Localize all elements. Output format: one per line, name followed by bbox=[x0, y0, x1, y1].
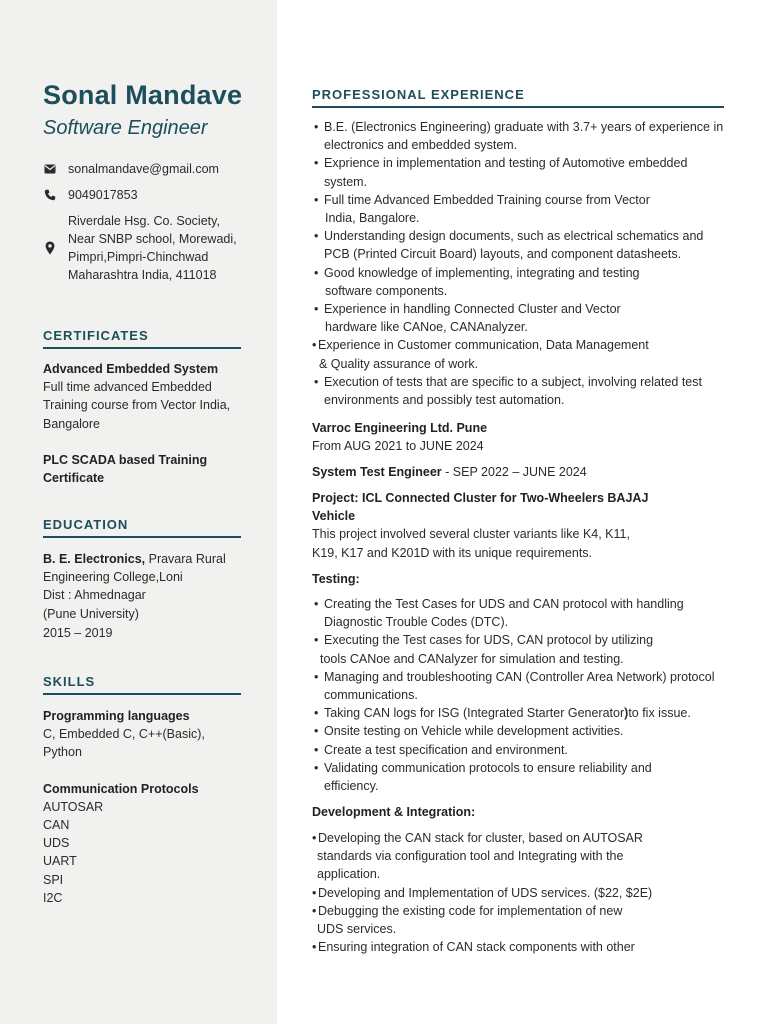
testing-paren: ) bbox=[624, 706, 629, 721]
skill-item: UART bbox=[43, 854, 77, 869]
contact-address bbox=[43, 212, 237, 284]
summary-item-cont: environments and possibly test automation. bbox=[324, 393, 565, 408]
position-period: - SEP 2022 – JUNE 2024 bbox=[441, 465, 587, 479]
dev-item: • Debugging the existing code for implementation of new bbox=[312, 902, 732, 920]
phone-number: 9049017853 bbox=[68, 188, 138, 202]
testing-heading: Testing: bbox=[312, 572, 360, 586]
testing-item: • Creating the Test Cases for UDS and CAN protocol with handling bbox=[312, 595, 732, 613]
summary-item-cont: PCB (Printed Circuit Board) layouts, and component datasheets. bbox=[324, 247, 682, 262]
college: Pravara Rural bbox=[148, 552, 226, 566]
testing-item-cont: Diagnostic Trouble Codes (DTC). bbox=[324, 615, 509, 630]
summary-item: • Experience in handling Connected Cluster and Vector bbox=[312, 300, 732, 318]
summary-item-cont: India, Bangalore. bbox=[325, 211, 420, 226]
testing-item-cont: efficiency. bbox=[324, 779, 379, 794]
company-period: From AUG 2021 to JUNE 2024 bbox=[312, 439, 484, 454]
testing-item: • Validating communication protocols to ensure reliability and bbox=[312, 759, 732, 777]
education-detail: Dist : Ahmednagar bbox=[43, 588, 146, 603]
summary-item: • Execution of tests that are specific to a subject, involving related test bbox=[312, 373, 732, 391]
certificate-desc: Bangalore bbox=[43, 416, 100, 431]
job-title: Software Engineer bbox=[43, 117, 208, 139]
address-line: Maharashtra India, 411018 bbox=[68, 268, 217, 282]
project-desc: This project involved several cluster variants like K4, K11, bbox=[312, 527, 630, 542]
summary-item: • Understanding design documents, such as electrical schematics and bbox=[312, 227, 732, 245]
candidate-name: Sonal Mandave bbox=[43, 80, 243, 110]
education-entry bbox=[43, 550, 248, 642]
summary-item-cont: hardware like CANoe, CANAnalyzer. bbox=[325, 320, 528, 335]
skill-item: UDS bbox=[43, 836, 70, 851]
company-name: Varroc Engineering Ltd. Pune bbox=[312, 421, 488, 435]
skill-item: I2C bbox=[43, 890, 63, 905]
testing-heading-wrap bbox=[312, 570, 732, 588]
dev-heading: Development & Integration: bbox=[312, 805, 476, 819]
certificate-title: Certificate bbox=[43, 471, 105, 486]
certificate-title: Advanced Embedded System bbox=[43, 362, 219, 376]
skill-item: SPI bbox=[43, 872, 64, 887]
summary-item: • B.E. (Electronics Engineering) graduate with 3.7+ years of experience in bbox=[312, 118, 732, 136]
dev-item-cont: UDS services. bbox=[317, 922, 397, 937]
phone-icon bbox=[43, 188, 57, 202]
testing-item: • Create a test specification and environment. bbox=[312, 741, 732, 759]
map-pin-icon bbox=[43, 241, 57, 255]
summary-item-cont: software components. bbox=[325, 283, 448, 298]
testing-item-cont: communications. bbox=[324, 688, 418, 703]
certificates-list bbox=[43, 360, 248, 487]
skill-item: CAN bbox=[43, 818, 70, 833]
education-heading: EDUCATION bbox=[43, 517, 241, 538]
skill-item: C, Embedded C, C++(Basic), bbox=[43, 727, 205, 742]
dev-item-cont: application. bbox=[317, 867, 381, 882]
summary-item: • Full time Advanced Embedded Training course from Vector bbox=[312, 191, 732, 209]
summary-item: • Experience in Customer communication, Data Management bbox=[312, 336, 732, 354]
summary-item: • Exprience in implementation and testing of Automotive embedded bbox=[312, 154, 732, 172]
summary-item-cont: & Quality assurance of work. bbox=[319, 356, 479, 371]
position-line bbox=[312, 463, 732, 481]
contact-phone bbox=[43, 186, 138, 204]
certificate-desc: Training course from Vector India, bbox=[43, 398, 231, 413]
experience-heading: PROFESSIONAL EXPERIENCE bbox=[312, 87, 724, 108]
dev-heading-wrap bbox=[312, 803, 732, 821]
dev-list bbox=[312, 829, 732, 956]
certificates-heading: CERTIFICATES bbox=[43, 328, 241, 349]
project-block bbox=[312, 489, 732, 562]
experience-summary bbox=[312, 118, 732, 409]
skills-list bbox=[43, 707, 248, 907]
contact-email bbox=[43, 160, 219, 178]
envelope-icon bbox=[43, 162, 57, 176]
education-detail: Engineering College,Loni bbox=[43, 570, 183, 585]
skills-heading: SKILLS bbox=[43, 674, 241, 695]
testing-item: • Onsite testing on Vehicle while development activities. bbox=[312, 722, 732, 740]
project-title: Vehicle bbox=[312, 509, 356, 524]
certificate-desc: Full time advanced Embedded bbox=[43, 380, 212, 395]
address-line: Near SNBP school, Morewadi, bbox=[68, 232, 237, 246]
position-title: System Test Engineer bbox=[312, 465, 442, 479]
dev-item: • Developing the CAN stack for cluster, based on AUTOSAR bbox=[312, 829, 732, 847]
testing-text: to fix issue. bbox=[628, 706, 691, 721]
testing-item: • Executing the Test cases for UDS, CAN protocol by utilizing bbox=[312, 631, 732, 649]
dev-item: • Ensuring integration of CAN stack components with other bbox=[312, 938, 732, 956]
summary-item: • Good knowledge of implementing, integrating and testing bbox=[312, 264, 732, 282]
skill-item: Python bbox=[43, 745, 82, 760]
email-link[interactable]: sonalmandave@gmail.com bbox=[68, 162, 219, 176]
testing-item-cont: tools CANoe and CANalyzer for simulation and testing. bbox=[320, 651, 624, 666]
testing-item: • Managing and troubleshooting CAN (Controller Area Network) protocol bbox=[312, 668, 732, 686]
job-entry bbox=[312, 419, 732, 455]
testing-list bbox=[312, 595, 732, 795]
testing-text: Taking CAN logs for ISG (Integrated Starter Generator bbox=[324, 706, 625, 721]
project-desc: K19, K17 and K201D with its unique requirements. bbox=[312, 545, 593, 560]
project-title: Project: ICL Connected Cluster for Two-Wheelers BAJAJ bbox=[312, 491, 649, 505]
testing-item bbox=[312, 704, 732, 722]
address-line: Riverdale Hsg. Co. Society, bbox=[68, 214, 220, 228]
address-line: Pimpri,Pimpri-Chinchwad bbox=[68, 250, 209, 264]
certificate-title: PLC SCADA based Training bbox=[43, 452, 208, 467]
dev-item-cont: standards via configuration tool and Integrating with the bbox=[317, 849, 624, 864]
dev-item: • Developing and Implementation of UDS services. ($22, $2E) bbox=[312, 884, 732, 902]
skill-group-title: Communication Protocols bbox=[43, 781, 199, 796]
education-detail: (Pune University) bbox=[43, 606, 139, 621]
address-text bbox=[68, 212, 237, 284]
summary-item-cont: electronics and embedded system. bbox=[324, 138, 518, 153]
education-years: 2015 – 2019 bbox=[43, 625, 113, 640]
summary-item-cont: system. bbox=[324, 174, 368, 189]
degree: B. E. Electronics, bbox=[43, 552, 146, 566]
skill-item: AUTOSAR bbox=[43, 799, 104, 814]
skill-group-title: Programming languages bbox=[43, 709, 190, 723]
